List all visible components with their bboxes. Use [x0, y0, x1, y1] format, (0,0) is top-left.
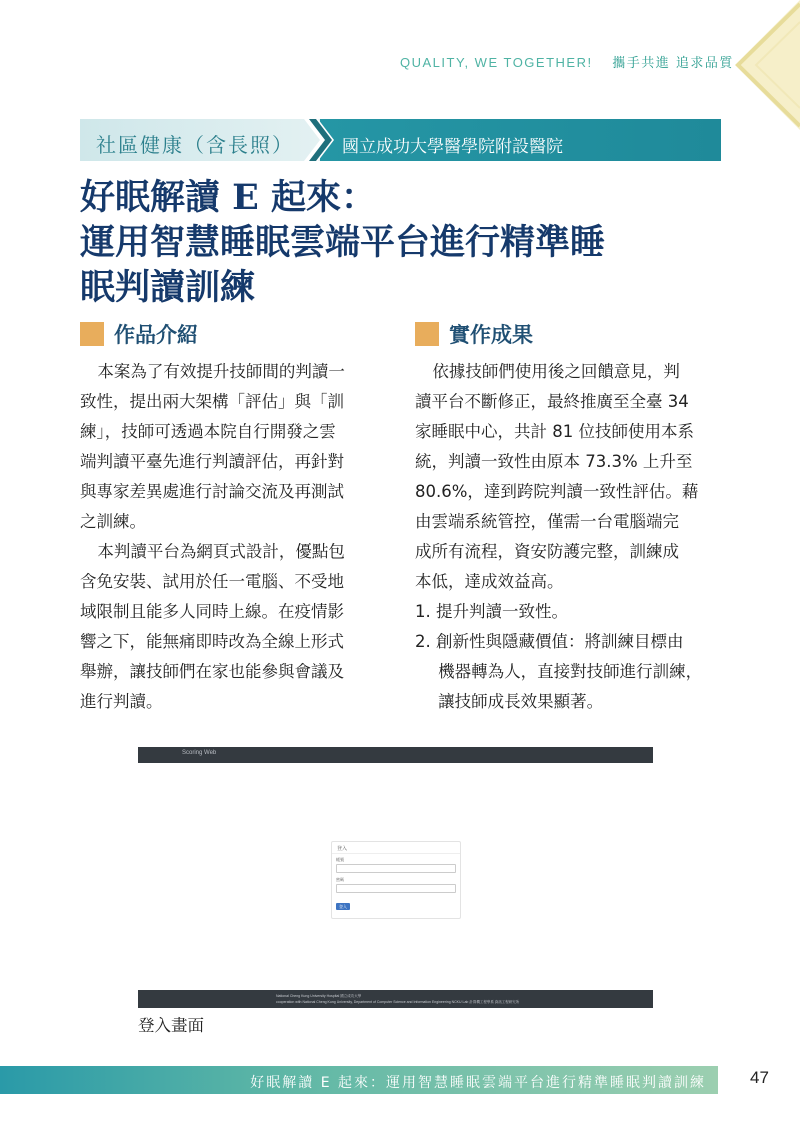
paragraph-line: 成所有流程，資安防護完整，訓練成 — [415, 542, 679, 561]
footer-title: 好眠解讀 E 起來：運用智慧睡眠雲端平台進行精準睡眠判讀訓練 — [250, 1075, 706, 1091]
page-number: 47 — [750, 1068, 769, 1087]
paragraph-line: 致性，提出兩大架構「評估」與「訓 — [80, 392, 344, 411]
login-button: 登入 — [336, 903, 350, 910]
paragraph-line: 由雲端系統管控，僅需一台電腦端完 — [415, 512, 679, 531]
paragraph-line: 本低，達成效益高。 — [415, 572, 564, 591]
corner-diamond-decoration — [730, 0, 800, 130]
figure-caption: 登入畫面 — [138, 1016, 204, 1035]
results-column — [415, 357, 702, 717]
category-label: 社區健康（含長照） — [96, 133, 294, 157]
paragraph-line: 響之下，能無痛即時改為全線上形式 — [80, 632, 344, 651]
category-divider — [304, 119, 340, 161]
paragraph-line: 域限制且能多人同時上線。在疫情影 — [80, 602, 344, 621]
title-line: 運用智慧睡眠雲端平台進行精準睡 — [80, 222, 606, 263]
list-item: 1. 提升判讀一致性。 — [415, 602, 568, 621]
login-panel-title: 登入 — [337, 846, 348, 852]
paragraph-line: 依據技師們使用後之回饋意見，判 — [432, 362, 680, 381]
password-label: 密碼 — [336, 877, 344, 882]
login-panel — [331, 841, 461, 919]
article-title — [80, 175, 730, 310]
slogan-english: QUALITY, WE TOGETHER! — [400, 55, 593, 70]
paragraph-line: 80.6%，達到跨院判讀一致性評估。藉 — [415, 482, 699, 501]
list-item-continuation: 讓技師成長效果顯著。 — [438, 692, 604, 711]
heading-square-icon — [80, 322, 104, 346]
paragraph-line: 本判讀平台為網頁式設計，優點包 — [97, 542, 345, 561]
paragraph-line: 含免安裝、試用於任一電腦、不受地 — [80, 572, 344, 591]
app-name: Scoring Web — [182, 750, 217, 756]
paragraph-line: 統，判讀一致性由原本 73.3% 上升至 — [415, 452, 693, 471]
paragraph-line: 之訓練。 — [80, 512, 146, 531]
paragraph-line: 讀平台不斷修正，最終推廣至全臺 34 — [415, 392, 689, 411]
slogan-chinese: 攜手共進 追求品質 — [612, 56, 734, 71]
list-item: 2. 創新性與隱藏價值：將訓練目標由 — [415, 632, 684, 651]
hospital-name: 國立成功大學醫學院附設醫院 — [342, 137, 563, 157]
heading-square-icon — [415, 322, 439, 346]
panel-divider — [332, 853, 460, 854]
password-input — [336, 884, 456, 893]
paragraph-line: 與專家差異處進行討論交流及再測試 — [80, 482, 344, 501]
heading-text: 作品介紹 — [114, 323, 198, 347]
username-input — [336, 864, 456, 873]
section-heading-introduction — [80, 322, 198, 346]
introduction-column — [80, 357, 345, 717]
app-footer-line: cooperation with National Cheng Kung University, Department of Computer Science and Information Engineering NCKU Lab 計算機工程學系 資訊工程研究所 — [276, 1000, 520, 1004]
header-slogan — [400, 52, 734, 71]
paragraph-line: 進行判讀。 — [80, 692, 163, 711]
login-screenshot-figure — [138, 747, 653, 1008]
app-footer — [138, 990, 653, 1008]
app-footer-line: National Cheng Kung University Hospital 國立成功大學 — [276, 994, 362, 998]
paragraph-line: 本案為了有效提升技師間的判讀一 — [97, 362, 345, 381]
title-line: 眠判讀訓練 — [80, 267, 256, 308]
paragraph-line: 練」，技師可透過本院自行開發之雲 — [80, 422, 336, 441]
app-navbar — [138, 747, 653, 763]
title-line: 好眠解讀 E 起來： — [80, 177, 377, 218]
paragraph-line: 家睡眠中心，共計 81 位技師使用本系 — [415, 422, 694, 441]
list-item-continuation: 機器轉為人，直接對技師進行訓練， — [438, 662, 703, 681]
paragraph-line: 舉辦，讓技師們在家也能參與會議及 — [80, 662, 344, 681]
username-label: 帳號 — [336, 857, 344, 862]
paragraph-line: 端判讀平臺先進行判讀評估，再針對 — [80, 452, 344, 471]
section-heading-results — [415, 322, 533, 346]
heading-text: 實作成果 — [449, 323, 533, 347]
